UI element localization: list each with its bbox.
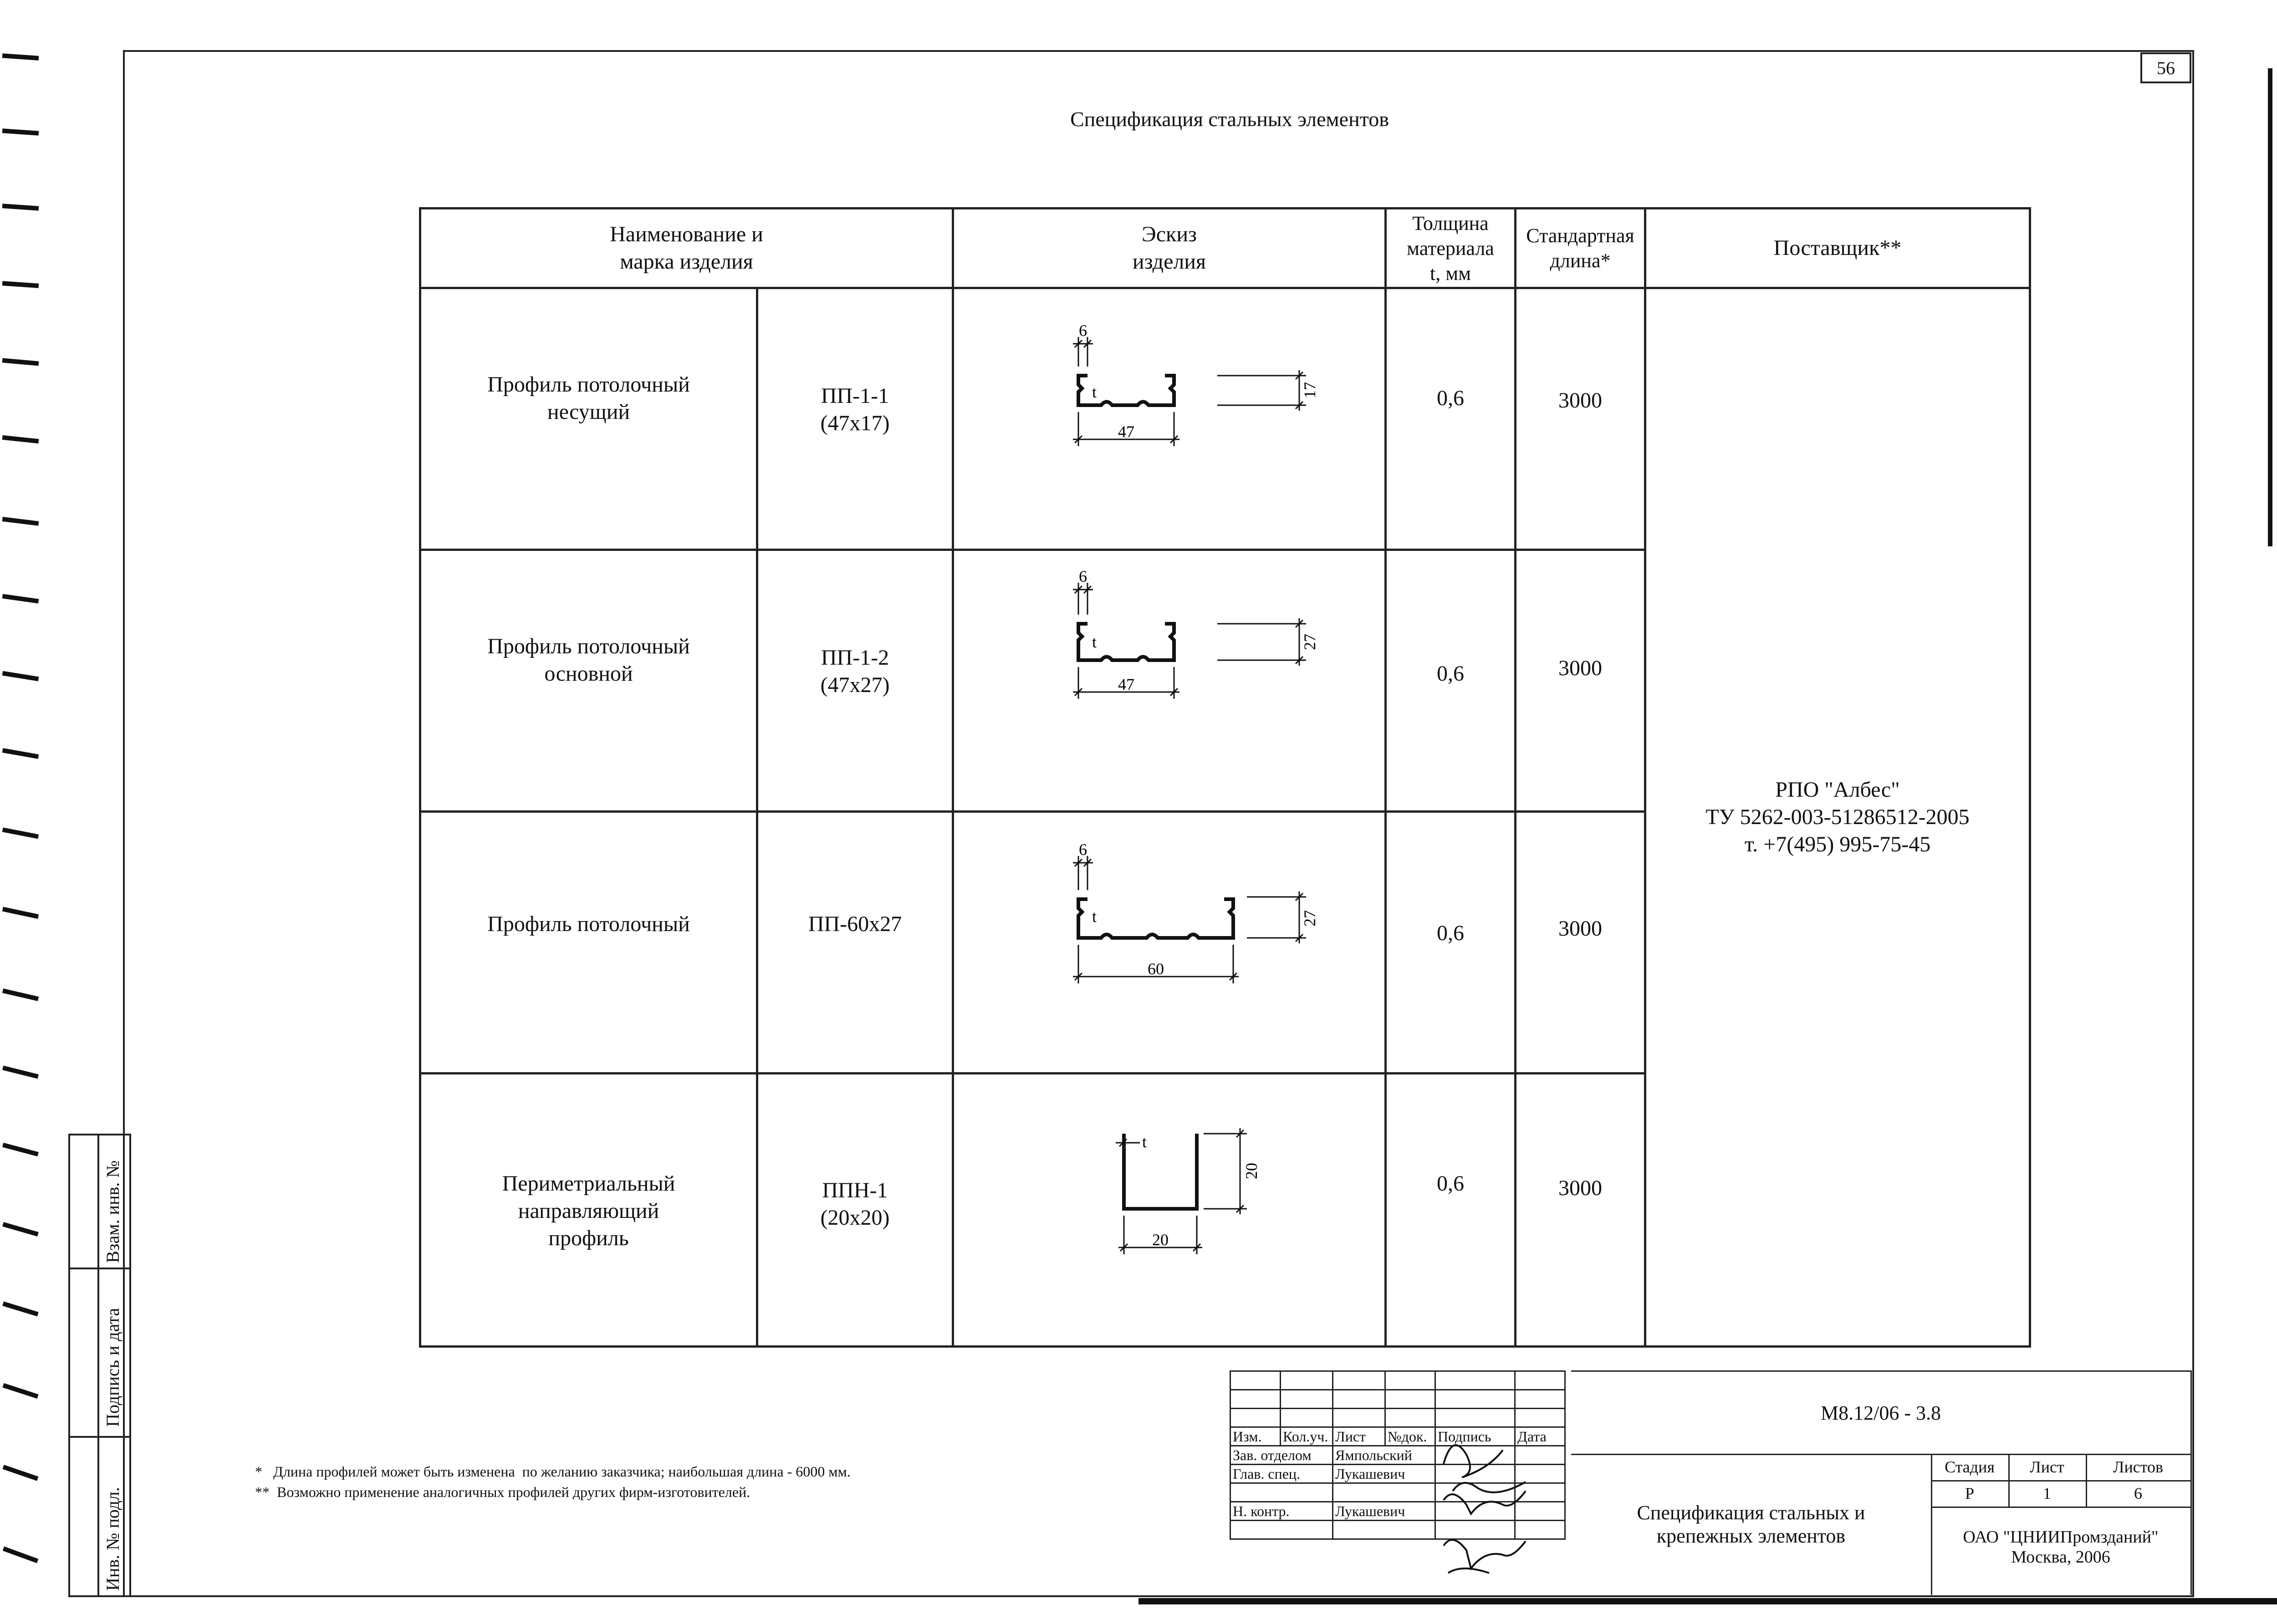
row-name: Профиль потолочный несущий — [420, 288, 757, 550]
dim-top: 6 — [1078, 567, 1087, 585]
side-label-inv: Инв. № подл. — [102, 1487, 123, 1591]
stamp-right — [1571, 1370, 2192, 1595]
row-thickness: 0,6 — [1386, 1074, 1516, 1347]
dim-width: 47 — [1118, 423, 1134, 441]
sheets-value: 6 — [2134, 1484, 2142, 1502]
dim-height: 17 — [1300, 382, 1319, 398]
header-thickness: Толщина материала t, мм — [1386, 209, 1516, 288]
footnotes — [255, 1461, 851, 1502]
table-row — [420, 288, 2030, 550]
footnote-alternatives: ** Возможно применение аналогичных профилей других фирм-изготовителей. — [255, 1483, 750, 1500]
dim-height: 27 — [1300, 634, 1319, 650]
header-name: Наименование и марка изделия — [420, 209, 953, 288]
page-number: 56 — [2140, 52, 2191, 83]
spec-table — [419, 207, 2031, 1348]
stamp-person-row: Н. контр. Лукашевич — [1230, 1502, 1565, 1521]
stamp-person-row: Зав. отделом Ямпольский — [1230, 1446, 1565, 1465]
sheet-value: 1 — [2043, 1484, 2051, 1502]
row-thickness: 0,6 — [1386, 288, 1516, 550]
dim-height: 20 — [1242, 1163, 1261, 1179]
page-title: Спецификация стальных элементов — [1070, 107, 1389, 131]
dim-t: t — [1092, 907, 1097, 926]
row-length: 3000 — [1516, 1074, 1645, 1347]
sheets-header: Листов — [2113, 1458, 2163, 1476]
stage-block — [1931, 1454, 2190, 1595]
row-sketch — [953, 1074, 1386, 1347]
dim-top: 6 — [1078, 840, 1087, 859]
header-row — [420, 209, 2030, 288]
side-label-vzam: Взам. инв. № — [102, 1160, 123, 1263]
profile-sketch-60x27 — [955, 813, 1384, 1065]
row-mark: ПП-60х27 — [757, 812, 953, 1074]
header-length: Стандартная длина* — [1516, 209, 1645, 288]
dim-t: t — [1142, 1133, 1147, 1151]
side-approval-strip — [68, 1134, 131, 1597]
row-thickness: 0,6 — [1386, 550, 1516, 812]
profile-sketch-47x17 — [955, 289, 1384, 542]
organization: ОАО "ЦНИИПромзданий" Москва, 2006 — [1963, 1527, 2159, 1567]
row-sketch — [953, 550, 1386, 812]
row-length: 3000 — [1516, 288, 1645, 550]
row-length: 3000 — [1516, 550, 1645, 812]
dim-t: t — [1092, 383, 1097, 401]
document-code: М8.12/06 - 3.8 — [1571, 1372, 2190, 1455]
profile-sketch-47x27 — [955, 551, 1384, 804]
signature-marks — [1435, 1436, 1544, 1587]
row-name: Профиль потолочный — [420, 812, 757, 1074]
stamp-person-row: Глав. спец. Лукашевич — [1230, 1465, 1565, 1483]
header-sketch: Эскиз изделия — [953, 209, 1386, 288]
dim-top: 6 — [1078, 321, 1087, 340]
row-mark: ПП-1-2 (47х27) — [757, 550, 953, 812]
dim-t: t — [1092, 633, 1097, 651]
footnote-length: * Длина профилей может быть изменена по желанию заказчика; наибольшая длина - 6000 мм. — [255, 1463, 851, 1480]
row-name: Периметриальный направляющий профиль — [420, 1074, 757, 1347]
row-sketch — [953, 812, 1386, 1074]
dim-width: 47 — [1118, 675, 1134, 693]
dim-height: 27 — [1300, 910, 1319, 927]
stage-header: Стадия — [1945, 1458, 1995, 1476]
side-label-signature: Подпись и дата — [102, 1308, 123, 1427]
profile-sketch-20x20 — [955, 1074, 1384, 1339]
row-name: Профиль потолочный основной — [420, 550, 757, 812]
document-title: Спецификация стальных и крепежных элементов — [1571, 1454, 1932, 1595]
stamp-header-row: Изм. Кол.уч. Лист №док. Подпись Дата — [1230, 1427, 1565, 1446]
row-thickness: 0,6 — [1386, 812, 1516, 1074]
supplier-cell: РПО "Албес" ТУ 5262-003-51286512-2005 т. +7(495) 995-75-45 — [1645, 288, 2030, 1347]
row-mark: ППН-1 (20х20) — [757, 1074, 953, 1347]
row-length: 3000 — [1516, 812, 1645, 1074]
row-mark: ПП-1-1 (47х17) — [757, 288, 953, 550]
dim-width: 60 — [1147, 960, 1164, 978]
sheet-header: Лист — [2030, 1458, 2064, 1476]
header-supplier: Поставщик** — [1645, 209, 2030, 288]
row-sketch — [953, 288, 1386, 550]
stage-value: Р — [1965, 1484, 1975, 1502]
dim-width: 20 — [1152, 1231, 1169, 1249]
